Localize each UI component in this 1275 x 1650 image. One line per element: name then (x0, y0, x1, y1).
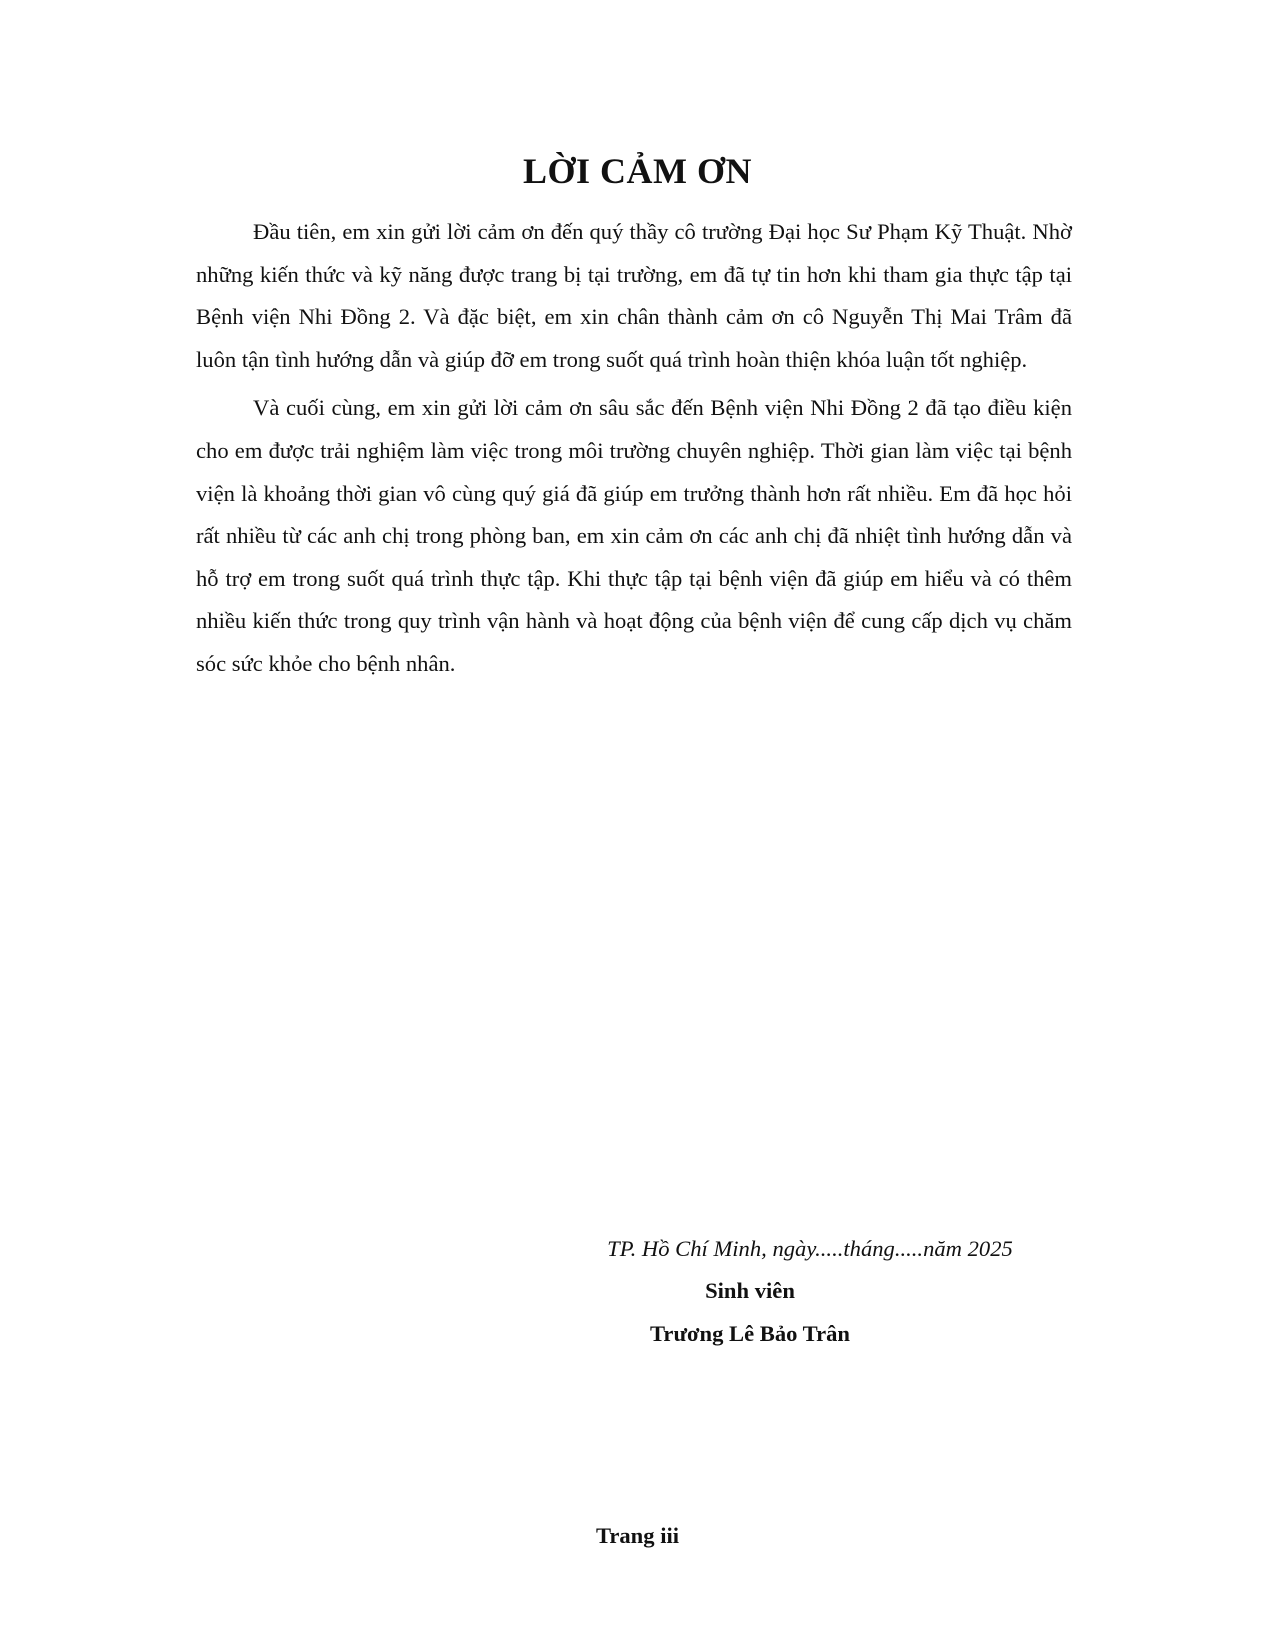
signer-role: Sinh viên (705, 1278, 795, 1303)
signature-date-line: TP. Hồ Chí Minh, ngày.....tháng.....năm 2025 (607, 1236, 1013, 1261)
acknowledgement-body (196, 211, 1072, 692)
page-title: LỜI CẢM ƠN (523, 151, 752, 191)
signer-name: Trương Lê Bảo Trân (650, 1321, 850, 1346)
page-number: Trang iii (595, 1523, 680, 1548)
paragraph-1: Đầu tiên, em xin gửi lời cảm ơn đến quý thầy cô trường Đại học Sư Phạm Kỹ Thuật. Nhờ những kiến thức và kỹ năng được trang bị tại trường, em đã tự tin hơn khi tham gia thực tập tại Bệnh viện Nhi Đồng 2. Và đặc biệt, em xin chân thành cảm ơn cô Nguyễn Thị Mai Trâm đã luôn tận tình hướng dẫn và giúp đỡ em trong suốt quá trình hoàn thiện khóa luận tốt nghiệp. (196, 219, 1072, 372)
paragraph-2: Và cuối cùng, em xin gửi lời cảm ơn sâu sắc đến Bệnh viện Nhi Đồng 2 đã tạo điều kiện cho em được trải nghiệm làm việc trong môi trường chuyên nghiệp. Thời gian làm việc tại bệnh viện là khoảng thời gian vô cùng quý giá đã giúp em trưởng thành hơn rất nhiều. Em đã học hỏi rất nhiều từ các anh chị trong phòng ban, em xin cảm ơn các anh chị đã nhiệt tình hướng dẫn và hỗ trợ em trong suốt quá trình thực tập. Khi thực tập tại bệnh viện đã giúp em hiểu và có thêm nhiều kiến thức trong quy trình vận hành và hoạt động của bệnh viện để cung cấp dịch vụ chăm sóc sức khỏe cho bệnh nhân. (196, 395, 1072, 676)
